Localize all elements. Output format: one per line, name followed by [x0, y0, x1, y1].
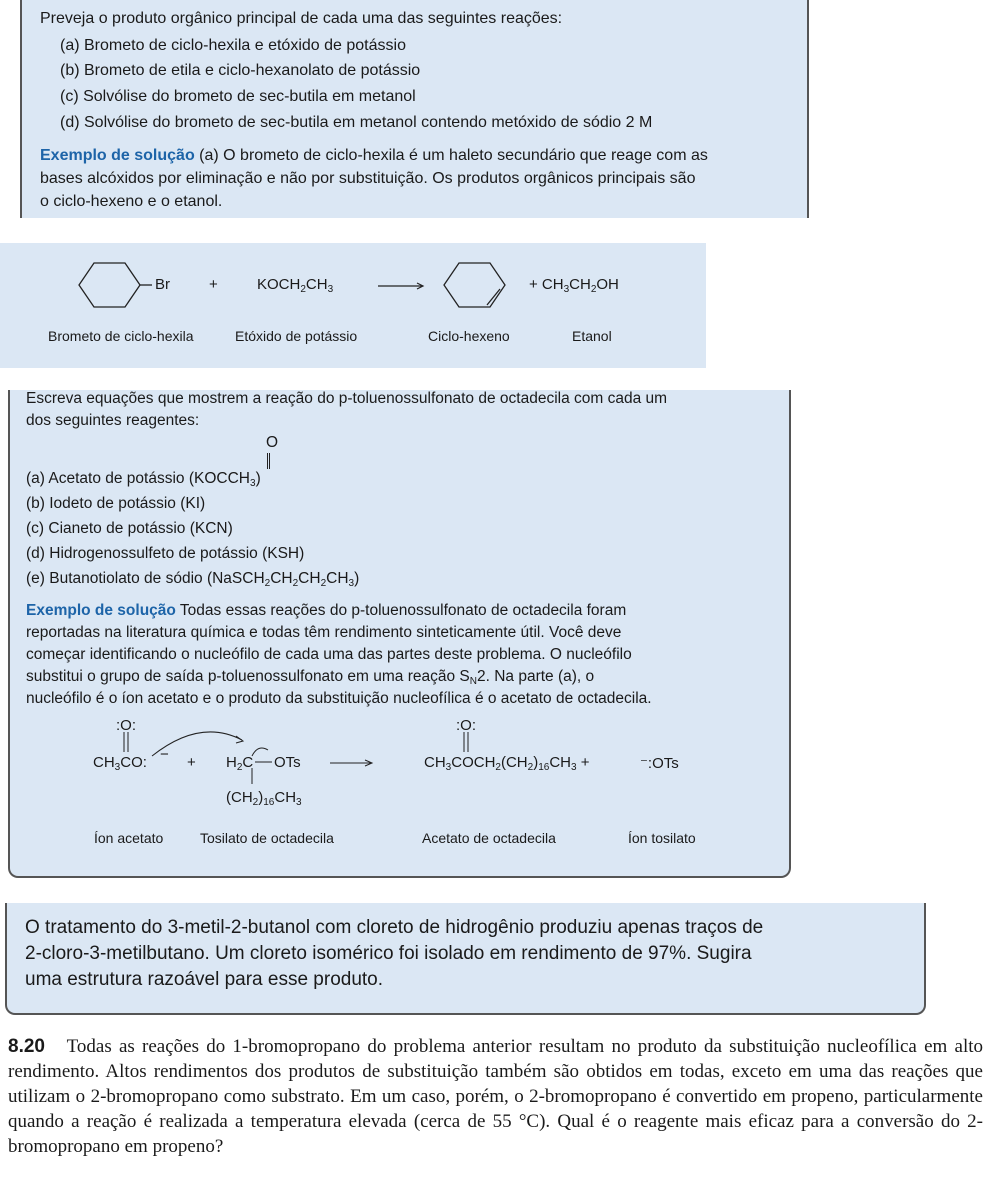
text-segment: (d) Hidrogenossulfeto de potássio (KSH) [26, 545, 305, 562]
text-segment: reportadas na literatura química e todas têm rendimento sinteticamente útil. Você deve [26, 624, 622, 641]
problem-box-1 [20, 0, 809, 218]
text-segment: + CH [529, 276, 564, 293]
problem-item: (d) Solvólise do brometo de sec-butila em metanol contendo metóxido de sódio 2 M [60, 114, 653, 131]
example-text: bases alcóxidos por eliminação e não por substituição. Os produtos orgânicos principais são [40, 170, 696, 187]
problem-item: (b) Brometo de etila e ciclo-hexanolato de potássio [60, 62, 421, 79]
subscript: 2 [320, 578, 327, 589]
product-formula [529, 276, 619, 293]
text-segment: CH [298, 570, 321, 587]
ots-formula: OTs [274, 754, 301, 771]
subscript: 3 [563, 284, 570, 295]
text-segment: CH [326, 570, 349, 587]
chain-formula [226, 789, 302, 806]
text-segment: C [242, 754, 254, 771]
problem-prompt: Escreva equações que mostrem a reação do p-toluenossulfonato de octadecila com cada um [26, 390, 668, 407]
reaction-box-1 [0, 243, 706, 368]
text-segment: ) [533, 754, 539, 771]
subscript: 2 [236, 762, 243, 773]
negative-charge: − [160, 746, 169, 763]
problem-text: 2-cloro-3-metilbutano. Um cloreto isomérico foi isolado em rendimento de 97%. Sugira [25, 943, 752, 964]
subscript: 16 [538, 762, 550, 773]
subscript: 2 [292, 578, 299, 589]
reagent-formula [257, 276, 333, 293]
text-segment: (c) Cianeto de potássio (KCN) [26, 520, 233, 537]
text-segment: nucleófilo é o íon acetato e o produto da substituição nucleofílica é o acetato de octadecila. [26, 690, 652, 707]
text-segment: 2. Na parte (a), o [476, 668, 595, 685]
acetate-formula [93, 754, 147, 771]
compound-label: Íon acetato [94, 830, 164, 846]
product-formula [424, 754, 590, 771]
subscript: 3 [445, 762, 452, 773]
problem-item: (c) Solvólise do brometo de sec-butila em metanol [60, 88, 416, 105]
text-segment: CH [549, 754, 571, 771]
subscript: 3 [348, 578, 355, 589]
problem-item: (a) Brometo de ciclo-hexila e etóxido de potássio [60, 37, 406, 54]
subscript: 3 [250, 478, 256, 489]
subscript: 16 [263, 797, 275, 808]
text-segment: (b) Iodeto de potássio (KI) [26, 495, 206, 512]
carbonyl-oxygen: O [266, 434, 279, 451]
plus-sign: + [187, 754, 196, 771]
cyclohexene-ring [444, 263, 505, 307]
subscript: 2 [264, 578, 271, 589]
subscript: 3 [327, 284, 334, 295]
compound-label: Acetato de octadecila [422, 830, 556, 846]
problem-prompt: dos seguintes reagentes: [26, 412, 200, 429]
text-segment: (a) Acetato de potássio (KOCCH [26, 470, 250, 487]
text-segment: COCH [451, 754, 496, 771]
carbonyl-oxygen: :O: [116, 717, 137, 734]
compound-label: Etanol [572, 328, 612, 344]
text-segment: (CH [226, 789, 253, 806]
compound-label: Íon tosilato [628, 830, 696, 846]
cyclohexane-ring [79, 263, 140, 307]
problem-box-2 [8, 390, 791, 878]
text-segment: começar identificando o nucleófilo de cada uma das partes deste problema. O nucleófilo [26, 646, 632, 663]
problem-item [26, 468, 261, 490]
compound-label: Tosilato de octadecila [200, 830, 334, 846]
subscript: 2 [590, 284, 597, 295]
text-segment: CH [93, 754, 115, 771]
example-text: (a) O brometo de ciclo-hexila é um haleto secundário que reage com as [194, 147, 708, 164]
example-text [26, 666, 594, 688]
problem-prompt: Preveja o produto orgânico principal de cada uma das seguintes reações: [40, 10, 563, 27]
text-segment: KOCH [257, 276, 301, 293]
example-text: o ciclo-hexeno e o etanol. [40, 193, 223, 210]
text-segment: ) [354, 570, 360, 587]
bromine-label: Br [155, 276, 170, 293]
text-segment: Todas essas reações do p-toluenossulfonato de octadecila foram [175, 602, 627, 619]
text-segment: CH [270, 570, 293, 587]
tosylate-formula: ⁻:OTs [640, 755, 679, 772]
problem-item [26, 518, 233, 540]
methylene-formula [226, 754, 253, 771]
text-segment: (e) Butanotiolato de sódio (NaSCH [26, 570, 265, 587]
example-text [26, 688, 652, 710]
text-segment: CH [274, 789, 297, 806]
compound-label: Brometo de ciclo-hexila [48, 328, 194, 344]
plus-sign: + [209, 276, 218, 293]
problem-number: 8.20 [8, 1036, 45, 1057]
problem-text: Todas as reações do 1-bromopropano do problema anterior resultam no produto da substituição nucleofílica em alto rendimento. Altos rendimentos dos produtos de substituição também são obtidos em todas, exceto em uma das reações que utilizam o 2-bromopropano como substrato. Em um caso, porém, o 2-bromopropano é convertido em propeno, particularmente quando a reação é realizada a temperatura elevada (cerca de 55 °C). Qual é o reagente mais eficaz para a conversão do 2-bromopropano em propeno? [8, 1036, 983, 1157]
text-segment: (CH [500, 754, 528, 771]
subscript: N [469, 676, 477, 687]
subscript: 2 [252, 797, 259, 808]
subscript: 2 [495, 762, 501, 773]
compound-label: Etóxido de potássio [235, 328, 358, 344]
subscript: 2 [527, 762, 534, 773]
text-segment: + [576, 754, 590, 771]
carbonyl-oxygen: :O: [456, 717, 477, 734]
text-segment: substitui o grupo de saída p-toluenossulfonato em uma reação S [26, 668, 470, 685]
subscript: 3 [571, 762, 577, 773]
example-label: Exemplo de solução [26, 602, 176, 619]
text-segment: CO: [120, 754, 147, 771]
example-text [26, 644, 632, 666]
text-segment: ) [258, 789, 264, 806]
text-segment: H [226, 754, 237, 771]
problem-item [26, 493, 205, 515]
subscript: 3 [296, 797, 302, 808]
problem-item [26, 568, 359, 590]
text-segment: OH [596, 276, 619, 293]
reaction-scheme [0, 243, 706, 368]
problem-item [26, 543, 304, 565]
example-text [26, 622, 621, 644]
text-segment: CH [424, 754, 446, 771]
example-text [176, 602, 626, 619]
text-segment: CH [305, 276, 328, 293]
problem-text: uma estrutura razoável para esse produto. [25, 969, 384, 990]
problem-8-20 [8, 1034, 983, 1159]
text-segment: CH [569, 276, 591, 293]
problem-box-3 [5, 903, 926, 1015]
example-label: Exemplo de solução [40, 147, 195, 164]
text-segment: ) [255, 470, 261, 487]
compound-label: Ciclo-hexeno [428, 328, 510, 344]
subscript: 3 [114, 762, 121, 773]
problem-text: O tratamento do 3-metil-2-butanol com cloreto de hidrogênio produziu apenas traços de [25, 917, 764, 938]
curved-arrow [252, 748, 268, 756]
subscript: 2 [300, 284, 306, 295]
